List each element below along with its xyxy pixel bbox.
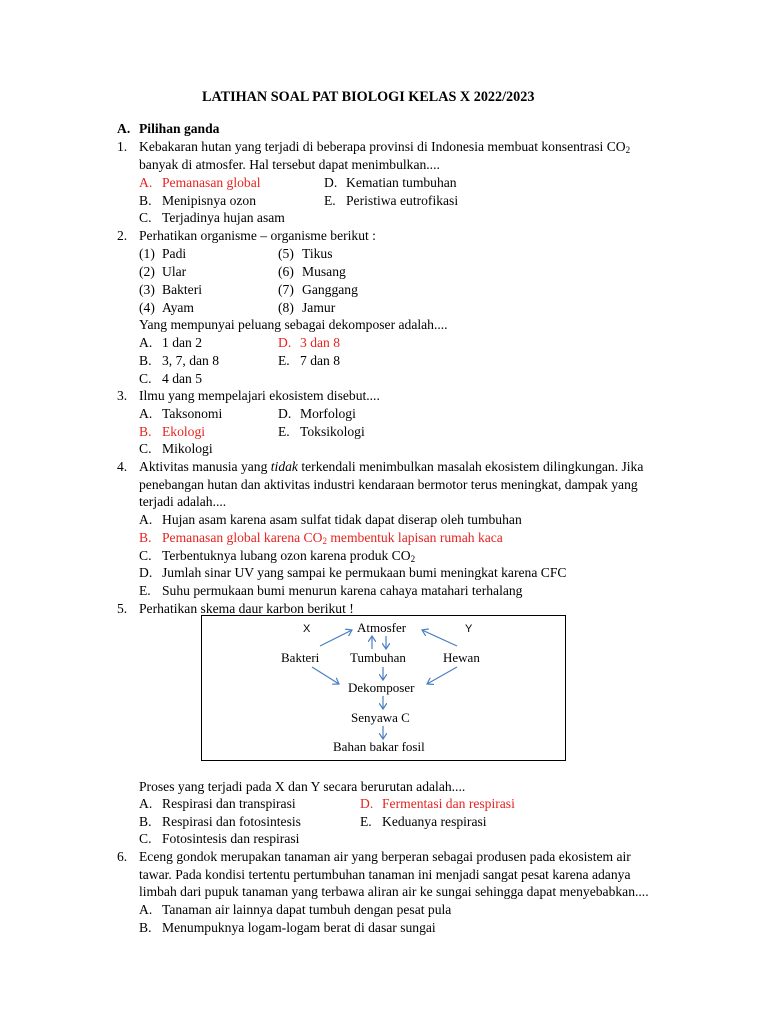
question-number: 3.	[117, 388, 128, 403]
option-letter: A.	[139, 512, 153, 527]
list-item: Jamur	[302, 300, 336, 315]
question-text: Perhatikan organisme – organisme berikut :	[139, 228, 376, 243]
option-letter: E.	[139, 583, 151, 598]
question-text: Yang mempunyai peluang sebagai dekomposer adalah....	[139, 317, 448, 332]
option-answer: 3 dan 8	[300, 335, 341, 350]
option-text: Fotosintesis dan respirasi	[162, 831, 300, 846]
arrow-hewan-to-atmosfer	[422, 630, 457, 646]
option-letter: B.	[139, 530, 152, 545]
option-letter: C.	[139, 548, 152, 563]
option-letter: A.	[139, 902, 153, 917]
label-y: Y	[465, 623, 473, 635]
list-item: Tikus	[302, 246, 333, 261]
list-item-number: (5)	[278, 246, 294, 261]
question-text: Kebakaran hutan yang terjadi di beberapa provinsi di Indonesia membuat konsentrasi $CO_2$	[139, 139, 631, 155]
carbon-cycle-diagram	[201, 615, 566, 761]
option-letter: B.	[139, 424, 152, 439]
question-text: Aktivitas manusia yang tidak terkendali menimbulkan masalah ekosistem dilingkungan. Jika	[139, 459, 644, 474]
arrow-bakteri-to-dekomposer	[312, 667, 339, 684]
option-text: Respirasi dan transpirasi	[162, 796, 296, 811]
question-text: Ilmu yang mempelajari ekosistem disebut....	[139, 388, 380, 403]
option-text: Terbentuknya lubang ozon karena produk $CO_2$	[162, 548, 416, 564]
option-letter: C.	[139, 371, 152, 386]
option-text: Mikologi	[162, 441, 213, 456]
label-x: X	[303, 623, 311, 635]
question-text: Eceng gondok merupakan tanaman air yang berperan sebagai produsen pada ekosistem air	[139, 849, 631, 864]
option-text: Menipisnya ozon	[162, 193, 257, 208]
option-answer: Pemanasan global karena $CO_2$ membentuk lapisan rumah kaca	[162, 530, 503, 546]
node-hewan: Hewan	[443, 650, 480, 665]
option-letter: A.	[139, 335, 153, 350]
option-letter: E.	[360, 814, 372, 829]
list-item: Ayam	[162, 300, 194, 315]
option-answer: Fermentasi dan respirasi	[382, 796, 515, 811]
option-letter: E.	[278, 424, 290, 439]
list-item-number: (7)	[278, 282, 294, 297]
list-item-number: (1)	[139, 246, 155, 261]
option-letter: B.	[139, 814, 152, 829]
option-text: Terjadinya hujan asam	[162, 210, 285, 225]
option-letter: A.	[139, 175, 153, 190]
option-text: 3, 7, dan 8	[162, 353, 220, 368]
option-letter: E.	[278, 353, 290, 368]
option-letter: D.	[278, 335, 292, 350]
option-text: Tanaman air lainnya dapat tumbuh dengan pesat pula	[162, 902, 452, 917]
option-letter: A.	[139, 796, 153, 811]
option-letter: D.	[360, 796, 374, 811]
question-number: 1.	[117, 139, 128, 154]
option-text: Jumlah sinar UV yang sampai ke permukaan bumi meningkat karena CFC	[162, 565, 567, 580]
option-text: Peristiwa eutrofikasi	[346, 193, 459, 208]
option-text: Morfologi	[300, 406, 356, 421]
option-letter: C.	[139, 441, 152, 456]
option-letter: B.	[139, 193, 152, 208]
question-text: Proses yang terjadi pada X dan Y secara berurutan adalah....	[139, 779, 466, 794]
option-letter: D.	[324, 175, 338, 190]
option-text: Toksikologi	[300, 424, 365, 439]
node-senyawa-c: Senyawa C	[351, 710, 410, 725]
section-heading: Pilihan ganda	[139, 121, 220, 136]
question-text: penebangan hutan dan aktivitas industri kendaraan bermotor terus meningkat, dampak yang	[139, 477, 638, 492]
option-text: Kematian tumbuhan	[346, 175, 457, 190]
option-text: Suhu permukaan bumi menurun karena cahaya matahari terhalang	[162, 583, 523, 598]
option-letter: D.	[278, 406, 292, 421]
node-tumbuhan: Tumbuhan	[350, 650, 406, 665]
option-letter: C.	[139, 210, 152, 225]
page-title: LATIHAN SOAL PAT BIOLOGI KELAS X 2022/2023	[202, 89, 535, 105]
list-item-number: (6)	[278, 264, 294, 279]
option-text: Keduanya respirasi	[382, 814, 487, 829]
arrow-hewan-to-dekomposer	[427, 667, 457, 684]
question-number: 5.	[117, 601, 128, 616]
node-bakteri: Bakteri	[281, 650, 320, 665]
list-item: Musang	[302, 264, 346, 279]
arrow-bakteri-to-atmosfer	[320, 630, 352, 646]
option-text: Hujan asam karena asam sulfat tidak dapat diserap oleh tumbuhan	[162, 512, 522, 527]
option-letter: C.	[139, 831, 152, 846]
node-bahan-bakar-fosil: Bahan bakar fosil	[333, 739, 425, 754]
option-text: 7 dan 8	[300, 353, 341, 368]
list-item-number: (2)	[139, 264, 155, 279]
question-number: 6.	[117, 849, 128, 864]
option-text: Respirasi dan fotosintesis	[162, 814, 301, 829]
option-letter: D.	[139, 565, 153, 580]
option-text: Taksonomi	[162, 406, 223, 421]
list-item: Ganggang	[302, 282, 358, 297]
question-text: banyak di atmosfer. Hal tersebut dapat menimbulkan....	[139, 157, 440, 172]
question-text: limbah dari pupuk tanaman yang terbawa aliran air ke sungai sehingga dapat menyebabkan....	[139, 884, 649, 899]
question-text: tawar. Pada kondisi tertentu pertumbuhan tanaman ini menjadi sangat pesat karena adanya	[139, 867, 631, 882]
option-letter: B.	[139, 920, 152, 935]
question-number: 4.	[117, 459, 128, 474]
list-item: Padi	[162, 246, 187, 261]
section-letter: A.	[117, 121, 131, 136]
question-text: Perhatikan skema daur karbon berikut !	[139, 601, 354, 616]
option-text: 4 dan 5	[162, 371, 203, 386]
option-text: Menumpuknya logam-logam berat di dasar sungai	[162, 920, 436, 935]
list-item: Ular	[162, 264, 187, 279]
list-item: Bakteri	[162, 282, 203, 297]
list-item-number: (3)	[139, 282, 155, 297]
list-item-number: (4)	[139, 300, 155, 315]
option-letter: B.	[139, 353, 152, 368]
list-item-number: (8)	[278, 300, 294, 315]
node-dekomposer: Dekomposer	[348, 680, 415, 695]
option-answer: Ekologi	[162, 424, 206, 439]
question-text: terjadi adalah....	[139, 494, 227, 509]
option-answer: Pemanasan global	[162, 175, 261, 190]
option-letter: E.	[324, 193, 336, 208]
option-letter: A.	[139, 406, 153, 421]
question-number: 2.	[117, 228, 128, 243]
node-atmosfer: Atmosfer	[357, 620, 407, 635]
option-text: 1 dan 2	[162, 335, 203, 350]
